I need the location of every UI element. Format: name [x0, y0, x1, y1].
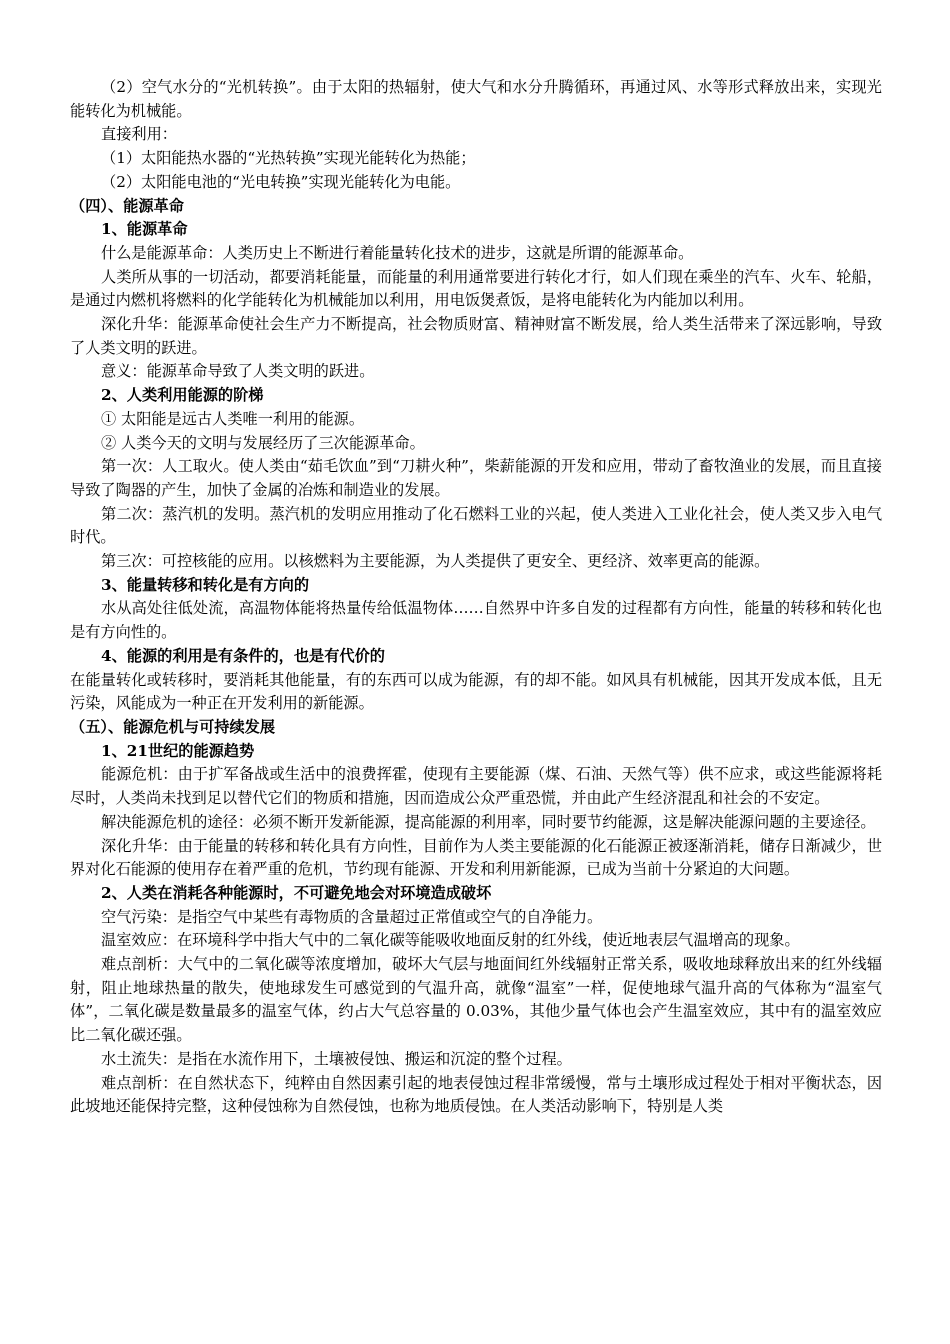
- paragraph: 在能量转化或转移时，要消耗其他能量，有的东西可以成为能源，有的却不能。如风具有机械能，因其开发成本低，且无污染，风能成为一种正在开发利用的新能源。: [70, 670, 882, 713]
- paragraph: （2）空气水分的“光机转换”。由于太阳的热辐射，使大气和水分升腾循环，再通过风、水等形式释放出来，实现光能转化为机械能。: [70, 78, 882, 120]
- paragraph: 空气污染：是指空气中某些有毒物质的含量超过正常值或空气的自净能力。: [101, 907, 603, 926]
- paragraph: 什么是能源革命：人类历史上不断进行着能量转化技术的进步，这就是所谓的能源革命。: [101, 243, 694, 262]
- paragraph: 能源危机：由于扩军备战或生活中的浪费挥霍，使现有主要能源（煤、石油、天然气等）供不应求，或这些能源将耗尽时，人类尚未找到足以替代它们的物质和措施，因而造成公众严重恐慌，并由此产生经济混乱和社会的不安定。: [70, 765, 882, 808]
- section-heading: 3、能量转移和转化是有方向的: [101, 575, 310, 594]
- paragraph: 第一次：人工取火。使人类由“茹毛饮血”到“刀耕火种”，柴薪能源的开发和应用，带动了畜牧渔业的发展，而且直接导致了陶器的产生，加快了金属的冶炼和制造业的发展。: [70, 457, 882, 499]
- paragraph: 第二次：蒸汽机的发明。蒸汽机的发明应用推动了化石燃料工业的兴起，使人类进入工业化社会，使人类又步入电气时代。: [70, 504, 882, 547]
- paragraph: 难点剖析：在自然状态下，纯粹由自然因素引起的地表侵蚀过程非常缓慢，常与土壤形成过程处于相对平衡状态，因此坡地还能保持完整，这种侵蚀称为自然侵蚀，也称为地质侵蚀。在人类活动影响下，特别是人类: [70, 1073, 882, 1116]
- section-heading: （四）、能源革命: [70, 196, 184, 215]
- paragraph: （1）太阳能热水器的“光热转换”实现光能转化为热能；: [101, 149, 476, 168]
- paragraph: （2）太阳能电池的“光电转换”实现光能转化为电能。: [101, 172, 461, 191]
- paragraph: 水土流失：是指在水流作用下，土壤被侵蚀、搬运和沉淀的整个过程。: [101, 1049, 572, 1068]
- paragraph: ① 太阳能是远古人类唯一利用的能源。: [101, 409, 365, 428]
- paragraph: 深化升华：由于能量的转移和转化具有方向性，目前作为人类主要能源的化石能源正被逐渐消耗，储存日渐减少，世界对化石能源的使用存在着严重的危机，节约现有能源、开发和利用新能源，已成为当前十分紧迫的大问题。: [70, 836, 882, 879]
- paragraph: 温室效应：在环境科学中指大气中的二氧化碳等能吸收地面反射的红外线，使近地表层气温增高的现象。: [101, 931, 800, 950]
- section-heading: 2、人类在消耗各种能源时，不可避免地会对环境造成破坏: [101, 883, 492, 902]
- paragraph: 难点剖析：大气中的二氧化碳等浓度增加，破坏大气层与地面间红外线辐射正常关系，吸收地球释放出来的红外线辐射，阻止地球热量的散失，使地球发生可感觉到的气温升高，就像“温室”一样，促使地球气温升高的气体称为“温室气体”，二氧化碳是数量最多的温室气体，约占大气总容量的 0.03%，其他少量气体也会产生温室效应，其中有的温室效应比二氧化碳还强。: [70, 955, 882, 1045]
- paragraph: ② 人类今天的文明与发展经历了三次能源革命。: [101, 433, 425, 452]
- section-heading: 1、21世纪的能源趋势: [101, 741, 255, 760]
- section-heading: 4、能源的利用是有条件的，也是有代价的: [101, 646, 385, 665]
- paragraph: 意义：能源革命导致了人类文明的跃进。: [101, 362, 375, 381]
- paragraph: 水从高处往低处流，高温物体能将热量传给低温物体……自然界中许多自发的过程都有方向性，能量的转移和转化也是有方向性的。: [70, 599, 882, 642]
- paragraph: 深化升华：能源革命使社会生产力不断提高，社会物质财富、精神财富不断发展，给人类生活带来了深远影响，导致了人类文明的跃进。: [70, 315, 882, 357]
- section-heading: （五）、能源危机与可持续发展: [70, 717, 276, 736]
- section-heading: 1、能源革命: [101, 220, 188, 239]
- paragraph: 第三次：可控核能的应用。以核燃料为主要能源，为人类提供了更安全、更经济、效率更高的能源。: [101, 552, 770, 571]
- section-heading: 2、人类利用能源的阶梯: [101, 386, 264, 405]
- paragraph: 人类所从事的一切活动，都要消耗能量，而能量的利用通常要进行转化才行，如人们现在乘坐的汽车、火车、轮船，是通过内燃机将燃料的化学能转化为机械能加以利用，用电饭煲煮饭，是将电能转化为内能加以利用。: [70, 267, 882, 310]
- paragraph: 解决能源危机的途径：必须不断开发新能源，提高能源的利用率，同时要节约能源，这是解决能源问题的主要途径。: [101, 812, 876, 831]
- paragraph: 直接利用：: [101, 125, 177, 144]
